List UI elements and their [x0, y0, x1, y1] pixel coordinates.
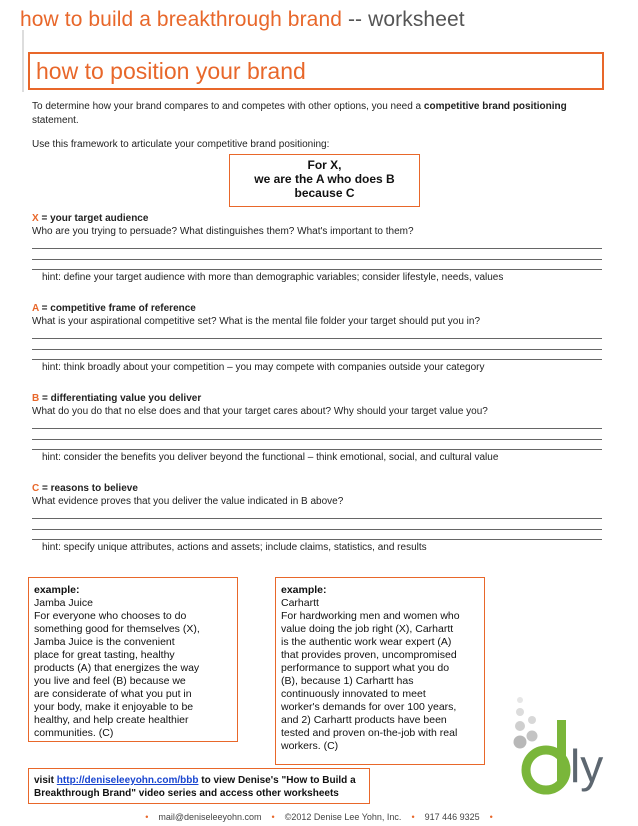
dly-logo-icon: [510, 690, 628, 802]
section-title: = differentiating value you deliver: [39, 393, 202, 404]
bullet-icon: •: [489, 812, 493, 822]
intro-bold-term: competitive brand positioning: [423, 101, 567, 112]
example-line: healthy, and help create healthier: [34, 714, 189, 726]
section-title: = competitive frame of reference: [38, 303, 196, 314]
answer-line[interactable]: [32, 428, 602, 429]
section-c: [32, 482, 604, 554]
answer-line[interactable]: [32, 518, 602, 519]
example-line: performance to support what you do: [281, 662, 450, 674]
example-line: Jamba Juice is the convenient: [34, 636, 175, 648]
answer-line[interactable]: [32, 349, 602, 350]
banner-title: how to position your brand: [36, 58, 306, 84]
visit-text: to view Denise's "How to Build a Breakthrough Brand" video series and access other worksheets: [34, 775, 356, 799]
section-hint: hint: define your target audience with more than demographic variables; consider lifestyle, needs, values: [42, 272, 504, 283]
section-b: [32, 392, 604, 464]
formula-line-3: because C: [294, 186, 355, 200]
example-line: is the authentic work wear expert (A): [281, 636, 452, 648]
example-line: communities. (C): [34, 727, 114, 739]
decorative-divider: [22, 30, 24, 92]
section-heading: [32, 302, 604, 315]
example-brand: Jamba Juice: [34, 597, 93, 609]
section-banner: [28, 52, 604, 90]
example-line: that provides proven, uncompromised: [281, 649, 457, 661]
example-title: example:: [34, 584, 80, 596]
answer-line[interactable]: [32, 359, 602, 360]
section-question: Who are you trying to persuade? What distinguishes them? What's important to them?: [32, 226, 414, 237]
section-hint: hint: consider the benefits you deliver beyond the functional – think emotional, social, and cultural value: [42, 452, 499, 463]
answer-line[interactable]: [32, 338, 602, 339]
answer-line[interactable]: [32, 248, 602, 249]
example-line: (B), because 1) Carhartt has: [281, 675, 414, 687]
example-line: something good for themselves (X),: [34, 623, 200, 635]
intro-text-end: statement.: [32, 115, 79, 126]
section-a: [32, 302, 604, 374]
visit-prefix: visit: [34, 775, 57, 786]
framework-intro: Use this framework to articulate your competitive brand positioning:: [32, 139, 330, 150]
website-link[interactable]: http://deniseleeyohn.com/bbb: [56, 775, 199, 786]
intro-text: To determine how your brand compares to and competes with other options, you need a: [32, 101, 424, 112]
example-title: example:: [281, 584, 327, 596]
visit-callout: [28, 768, 370, 804]
footer-phone: 917 446 9325: [424, 812, 480, 822]
example-line: place for great tasting, healthy: [34, 649, 175, 661]
answer-line[interactable]: [32, 259, 602, 260]
logo-text: ly: [570, 740, 604, 792]
page-title: [20, 8, 465, 32]
section-question: What do you do that no else does and that your target cares about? Why should your target value you?: [32, 406, 488, 417]
example-brand: Carhartt: [281, 597, 319, 609]
page-footer: [0, 812, 638, 822]
bullet-icon: •: [145, 812, 149, 822]
section-letter: X: [32, 213, 39, 224]
example-line: and 2) Carhartt products have been: [281, 714, 447, 726]
answer-line[interactable]: [32, 439, 602, 440]
answer-line[interactable]: [32, 539, 602, 540]
answer-line[interactable]: [32, 449, 602, 450]
example-box-jamba-juice: [28, 577, 238, 742]
section-heading: [32, 212, 604, 225]
section-x: [32, 212, 604, 284]
section-hint: hint: think broadly about your competition – you may compete with companies outside your category: [42, 362, 485, 373]
example-line: For everyone who chooses to do: [34, 610, 187, 622]
example-line: your body, make it enjoyable to be: [34, 701, 194, 713]
example-line: value doing the job right (X), Carhartt: [281, 623, 454, 635]
answer-line[interactable]: [32, 269, 602, 270]
page-title-suffix: -- worksheet: [342, 8, 465, 31]
bullet-icon: •: [271, 812, 275, 822]
example-line: products (A) that energizes the way: [34, 662, 200, 674]
section-title: = your target audience: [38, 213, 149, 224]
section-heading: [32, 482, 604, 495]
section-title: = reasons to believe: [39, 483, 138, 494]
example-line: worker's demands for over 100 years,: [281, 701, 457, 713]
formula-line-1: For X,: [307, 158, 342, 172]
section-letter: B: [32, 393, 40, 404]
section-question: What is your aspirational competitive set? What is the mental file folder your target should put you in?: [32, 316, 481, 327]
example-line: you live and feel (B) because we: [34, 675, 186, 687]
example-line: are considerate of what you put in: [34, 688, 192, 700]
section-letter: C: [32, 483, 40, 494]
answer-line[interactable]: [32, 529, 602, 530]
footer-email[interactable]: mail@deniseleeyohn.com: [158, 812, 262, 822]
section-letter: A: [32, 303, 39, 314]
positioning-formula-box: [229, 154, 420, 207]
example-line: tested and proven on-the-job with real: [281, 727, 458, 739]
footer-copyright: ©2012 Denise Lee Yohn, Inc.: [284, 812, 402, 822]
example-line: continuously innovated to meet: [281, 688, 426, 700]
bullet-icon: •: [411, 812, 415, 822]
formula-line-2: we are the A who does B: [254, 172, 395, 186]
example-line: For hardworking men and women who: [281, 610, 460, 622]
section-hint: hint: specify unique attributes, actions and assets; include claims, statistics, and results: [42, 542, 427, 553]
example-line: workers. (C): [281, 740, 339, 752]
example-box-carhartt: [275, 577, 485, 765]
intro-paragraph: [32, 100, 602, 128]
section-heading: [32, 392, 604, 405]
page-title-main: how to build a breakthrough brand: [20, 8, 343, 31]
section-question: What evidence proves that you deliver the value indicated in B above?: [32, 496, 344, 507]
